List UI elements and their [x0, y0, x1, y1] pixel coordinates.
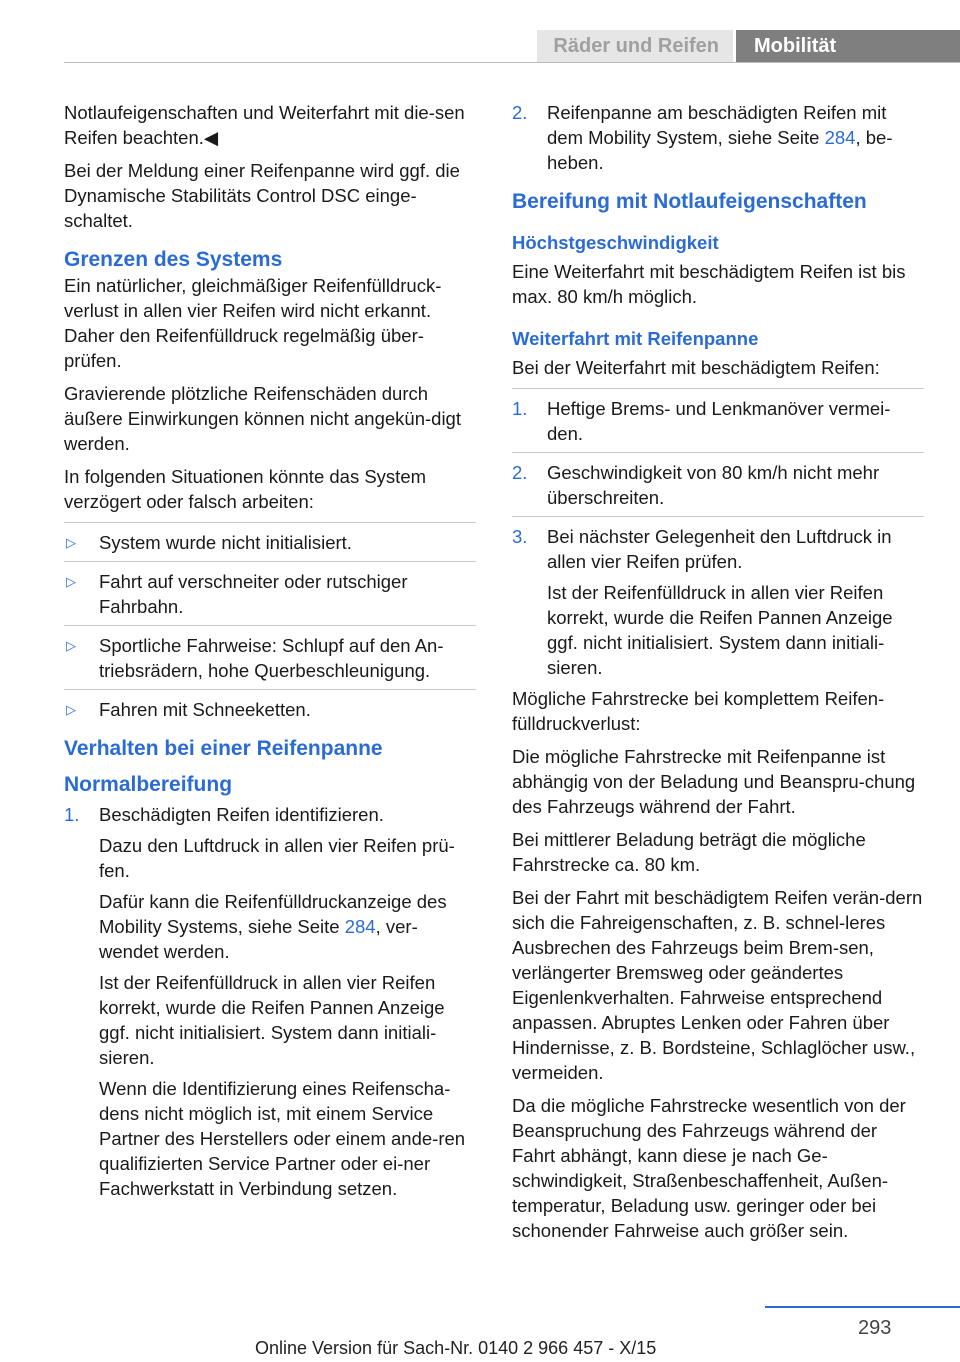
step-item: [64, 802, 476, 827]
list-divider: [64, 625, 476, 626]
step-detail: Dazu den Luftdruck in allen vier Reifen prü-fen.: [99, 835, 455, 881]
paragraph: Eine Weiterfahrt mit beschädigtem Reifen ist bis max. 80 km/h möglich.: [512, 261, 906, 307]
paragraph: Notlaufeigenschaften und Weiterfahrt mit die-sen Reifen beachten.◀: [64, 102, 465, 148]
paragraph: Bei der Meldung einer Reifenpanne wird ggf. die Dynamische Stabilitäts Control DSC einge-schaltet.: [64, 160, 460, 231]
step-detail: Dafür kann die Reifenfülldruckanzeige des Mobility Systems, siehe Seite 284, ver-wendet werden.: [99, 891, 447, 962]
list-divider: [512, 516, 924, 517]
heading-verhalten: Verhalten bei einer Reifenpanne: [64, 737, 383, 760]
list-divider: [64, 522, 476, 523]
step-detail: Wenn die Identifizierung eines Reifenscha-dens nicht möglich ist, mit einem Service Partner des Herstellers oder einem ande-ren qualifizierten Service Partner oder ei-ner Fachwerkstatt in Verbindung setzen.: [99, 1078, 466, 1199]
page-link-284[interactable]: 284: [824, 127, 856, 148]
step-detail: Ist der Reifenfülldruck in allen vier Reifen korrekt, wurde die Reifen Pannen Anzeige ggf. nicht initialisiert. System dann initiali-sieren.: [99, 972, 445, 1068]
step-item: [512, 524, 924, 574]
page-header: [0, 0, 960, 64]
paragraph: Bei mittlerer Beladung beträgt die mögliche Fahrstrecke ca. 80 km.: [512, 829, 866, 875]
bullet-item: ▷ Fahrt auf verschneiter oder rutschiger Fahrbahn.: [64, 569, 476, 619]
step-text: Beschädigten Reifen identifizieren.: [99, 804, 384, 825]
step-number: 2.: [512, 102, 528, 123]
heading-hoechstgeschwindigkeit: Höchstgeschwindigkeit: [512, 232, 719, 253]
page-number: 293: [858, 1317, 892, 1339]
paragraph: Ein natürlicher, gleichmäßiger Reifenfülldruck-verlust in allen vier Reifen wird nicht erkannt. Daher den Reifenfülldruck regelmäßig über-prüfen.: [64, 275, 442, 371]
step-text: Heftige Brems- und Lenkmanöver vermei-den.: [547, 398, 891, 444]
step-text: Bei nächster Gelegenheit den Luftdruck in allen vier Reifen prüfen.: [547, 526, 892, 572]
bullet-item: ▷ Sportliche Fahrweise: Schlupf auf den An-triebsrädern, hohe Querbeschleunigung.: [64, 633, 476, 683]
bullet-item: ▷ System wurde nicht initialisiert.: [64, 530, 476, 555]
step-number: 1.: [64, 804, 80, 825]
section-tab: Räder und Reifen: [537, 30, 733, 62]
step-number: 3.: [512, 526, 528, 547]
heading-grenzen: Grenzen des Systems: [64, 248, 283, 271]
paragraph: Mögliche Fahrstrecke bei komplettem Reifen-fülldruckverlust:: [512, 688, 885, 734]
list-divider: [64, 689, 476, 690]
step-item: [512, 460, 924, 510]
step-text: Geschwindigkeit von 80 km/h nicht mehr überschreiten.: [547, 462, 880, 508]
header-divider: [64, 62, 960, 63]
step-item: [512, 396, 924, 446]
step-detail: Ist der Reifenfülldruck in allen vier Reifen korrekt, wurde die Reifen Pannen Anzeige ggf. nicht initialisiert. System dann initiali-sieren.: [547, 582, 893, 678]
chapter-tab-active: Mobilität: [736, 30, 960, 62]
heading-weiterfahrt: Weiterfahrt mit Reifenpanne: [512, 328, 759, 349]
paragraph: Die mögliche Fahrstrecke mit Reifenpanne ist abhängig von der Beladung und Beanspru-chung des Fahrzeugs während der Fahrt.: [512, 746, 916, 817]
step-number: 2.: [512, 462, 528, 483]
bullet-item: ▷ Fahren mit Schneeketten.: [64, 697, 476, 722]
paragraph: Bei der Fahrt mit beschädigtem Reifen verän-dern sich die Fahreigenschaften, z. B. schnel-leres Ausbrechen des Fahrzeugs beim Brem-sen, verlängerter Bremsweg oder geändertes Eigenlenkverhalten. Fahrweise entsprechend anpassen. Abruptes Lenken oder Fahren über Hindernisse, z. B. Bordsteine, Schlaglöcher usw., vermeiden.: [512, 887, 923, 1083]
left-column: [64, 100, 476, 1207]
paragraph: In folgenden Situationen könnte das System verzögert oder falsch arbeiten:: [64, 466, 427, 512]
online-version-note: Online Version für Sach-Nr. 0140 2 966 457 - X/15: [255, 1338, 657, 1358]
heading-normalbereifung: Normalbereifung: [64, 773, 233, 796]
page-link-284[interactable]: 284: [344, 916, 376, 937]
footer-accent-line: [765, 1306, 960, 1308]
step-item: 2. Reifenpanne am beschädigten Reifen mit dem Mobility System, siehe Seite 284, be-heben.: [512, 102, 893, 173]
paragraph: Gravierende plötzliche Reifenschäden durch äußere Einwirkungen können nicht angekün-digt werden.: [64, 383, 461, 454]
paragraph: Da die mögliche Fahrstrecke wesentlich von der Beanspruchung des Fahrzeugs während der Fahrt abhängt, kann diese je nach Ge-schwindigkeit, Straßenbeschaffenheit, Außen-temperatur, Beladung usw. geringer oder bei schonender Fahrweise auch größer sein.: [512, 1095, 906, 1241]
step-number: 1.: [512, 398, 528, 419]
right-column: [512, 100, 924, 1251]
list-divider: [512, 388, 924, 389]
paragraph: Bei der Weiterfahrt mit beschädigtem Reifen:: [512, 357, 880, 378]
list-divider: [64, 561, 476, 562]
heading-bereifung: Bereifung mit Notlaufeigenschaften: [512, 190, 867, 213]
list-divider: [512, 452, 924, 453]
